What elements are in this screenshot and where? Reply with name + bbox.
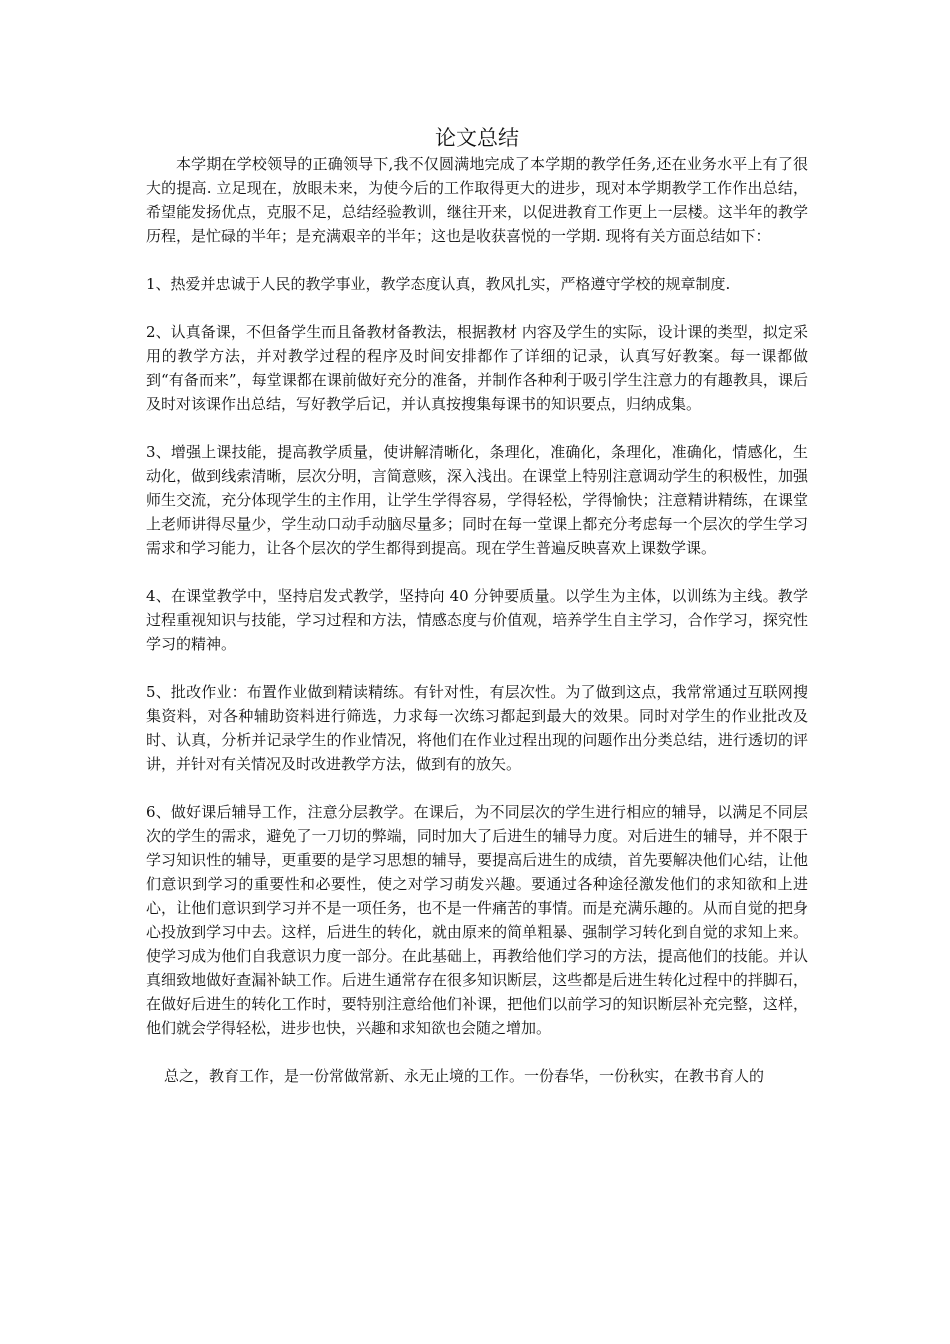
item-paragraph-3: 3、增强上课技能，提高教学质量，使讲解清晰化，条理化，准确化，条理化，准确化，情感化，生动化，做到线索清晰，层次分明，言简意赅，深入浅出。在课堂上特别注意调动学生的积极性，加强师生交流，充分体现学生的主作用，让学生学得容易，学得轻松，学得愉快；注意精讲精练，在课堂上老师讲得尽量少，学生动口动手动脑尽量多；同时在每一堂课上都充分考虑每一个层次的学生学习需求和学习能力，让各个层次的学生都得到提高。现在学生普遍反映喜欢上课数学课。 [146, 443, 808, 557]
item-paragraph-6: 6、做好课后辅导工作，注意分层教学。在课后，为不同层次的学生进行相应的辅导，以满足不同层次的学生的需求，避免了一刀切的弊端，同时加大了后进生的辅导力度。对后进生的辅导，并不限于学习知识性的辅导，更重要的是学习思想的辅导，要提高后进生的成绩，首先要解决他们心结，让他们意识到学习的重要性和必要性，使之对学习萌发兴趣。要通过各种途径激发他们的求知欲和上进心，让他们意识到学习并不是一项任务，也不是一件痛苦的事情。而是充满乐趣的。从而自觉的把身心投放到学习中去。这样，后进生的转化，就由原来的简单粗暴、强制学习转化到自觉的求知上来。使学习成为他们自我意识力度一部分。在此基础上，再教给他们学习的方法，提高他们的技能。并认真细致地做好查漏补缺工作。后进生通常存在很多知识断层，这些都是后进生转化过程中的拌脚石，在做好后进生的转化工作时，要特别注意给他们补课，把他们以前学习的知识断层补充完整，这样，他们就会学得轻松，进步也快，兴趣和求知欲也会随之增加。 [146, 803, 808, 1037]
item-paragraph-1: 1、热爱并忠诚于人民的教学事业，教学态度认真，教风扎实，严格遵守学校的规章制度. [146, 275, 731, 293]
item-paragraph-2: 2、认真备课，不但备学生而且备教材备教法，根据教材 内容及学生的实际，设计课的类型，拟定采用的教学方法，并对教学过程的程序及时间安排都作了详细的记录，认真写好教案。每一课都做到“有备而来”，每堂课都在课前做好充分的准备，并制作各种利于吸引学生注意力的有趣教具，课后及时对该课作出总结，写好教学后记，并认真按搜集每课书的知识要点，归纳成集。 [146, 323, 808, 413]
item-paragraph-4: 4、在课堂教学中，坚持启发式教学，坚持向 40 分钟要质量。以学生为主体，以训练为主线。教学过程重视知识与技能，学习过程和方法，情感态度与价值观，培养学生自主学习，合作学习，探究性学习的精神。 [146, 587, 808, 653]
document-title: 论文总结 [435, 126, 519, 150]
document-body [146, 124, 808, 1088]
item-paragraph-5: 5、批改作业：布置作业做到精读精练。有针对性，有层次性。为了做到这点，我常常通过互联网搜集资料，对各种辅助资料进行筛选，力求每一次练习都起到最大的效果。同时对学生的作业批改及时、认真，分析并记录学生的作业情况，将他们在作业过程出现的问题作出分类总结，进行透切的评讲，并针对有关情况及时改进教学方法，做到有的放矢。 [146, 683, 808, 773]
intro-paragraph: 本学期在学校领导的正确领导下,我不仅圆满地完成了本学期的教学任务,还在业务水平上有了很大的提高. 立足现在，放眼未来，为使今后的工作取得更大的进步，现对本学期教学工作作出总结，希望能发扬优点，克服不足，总结经验教训，继往开来，以促进教育工作更上一层楼。这半年的教学历程，是忙碌的半年；是充满艰辛的半年；这也是收获喜悦的一学期. 现将有关方面总结如下： [146, 155, 808, 245]
closing-paragraph: 总之，教育工作，是一份常做常新、永无止境的工作。一份春华，一份秋实，在教书育人的 [164, 1067, 765, 1085]
